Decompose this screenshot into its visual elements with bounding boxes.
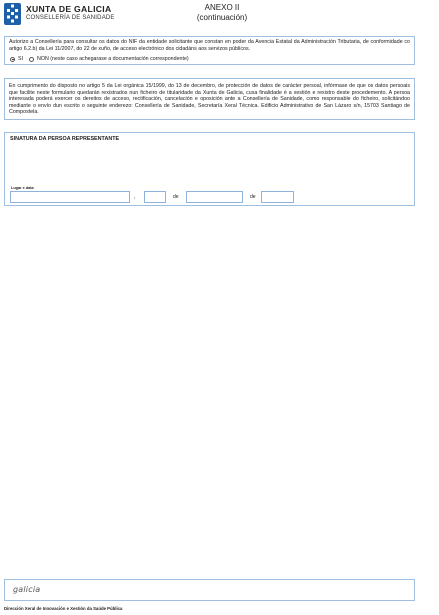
- data-protection-text: En cumprimento do disposto no artigo 5 da Lei orgánica 15/1999, do 13 de decembro, de protección de datos de carácter persoal, infórmase de que os datos persoais que facilite neste formulario quedarán rexistrados nun ficheiro de titularidade da Xunta de Galicia, cuxa finalidade é a xestión e rexistro deste procedemento. A persoa interesada poderá exercer os dereitos de acceso, rectificación, cancelación e oposición ante a Consellería de Sanidade, como responsable do ficheiro, solicitándoo mediante o envío dun escrito o seguinte enderezo: Consellería de Sanidade, Secretaría Xeral Técnica. Edificio Administrativo de San Lázaro s/n, 15703 Santiago de Compostela.: [9, 83, 410, 116]
- directorate-footer: Dirección Xeral de Innovación e Xestión da Saúde Pública: [4, 606, 123, 611]
- signature-section: [4, 132, 415, 206]
- annex-subtitle: (continuación): [196, 13, 248, 22]
- org-name: XUNTA DE GALICIA: [26, 4, 112, 14]
- radio-non[interactable]: [29, 57, 34, 62]
- day-field[interactable]: [144, 191, 166, 203]
- galicia-brand-logo: galicia: [13, 585, 41, 594]
- data-protection-section: [4, 78, 415, 120]
- annex-title: ANEXO II: [204, 3, 240, 12]
- signature-title: SINATURA DA PERSOA REPRESENTANTE: [10, 136, 120, 142]
- footer-brand-box: [4, 579, 415, 601]
- radio-si-label: SI: [18, 56, 24, 62]
- place-field[interactable]: [10, 191, 130, 203]
- authorization-options: [10, 56, 195, 62]
- month-field[interactable]: [186, 191, 243, 203]
- radio-non-label: NON (neste caso achegarase a documentación correspondente): [37, 56, 189, 62]
- year-field[interactable]: [261, 191, 294, 203]
- authorization-section: [4, 36, 415, 65]
- annex-heading: [172, 3, 272, 23]
- department-name: CONSELLERÍA DE SANIDADE: [26, 15, 115, 21]
- place-date-label: Lugar e data: [11, 186, 34, 190]
- de-separator-1: de: [173, 194, 179, 200]
- document-header: [4, 3, 434, 31]
- authorization-text: Autorizo a Consellería para consultar os datos do NIF da entidade solicitante que constan en poder da Avencia Estatal da Administración Tributaria, de conformidade co artigo 6.2.b) da Lei 11/2007, do 22 de xuño, de acceso electrónico dos cidadáns aos servizos públicos.: [9, 39, 410, 52]
- comma-separator: ,: [134, 194, 136, 200]
- radio-si[interactable]: [10, 57, 15, 62]
- de-separator-2: de: [250, 194, 256, 200]
- xunta-emblem-icon: [4, 3, 21, 25]
